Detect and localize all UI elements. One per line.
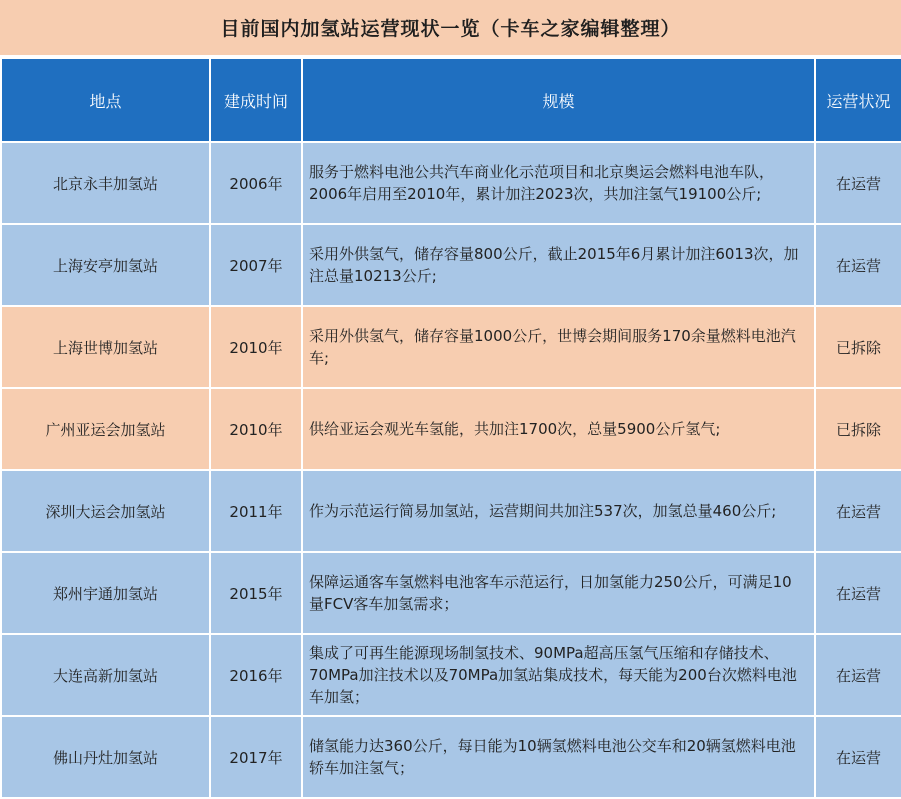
cell-year: 2010年: [210, 306, 302, 388]
cell-place: 大连高新加氢站: [1, 634, 210, 716]
cell-status: 已拆除: [815, 306, 901, 388]
cell-status: 在运营: [815, 142, 901, 224]
table-row: [1, 552, 901, 634]
cell-scale: 服务于燃料电池公共汽车商业化示范项目和北京奥运会燃料电池车队，2006年启用至2010年，累计加注2023次，共加注氢气19100公斤;: [302, 142, 815, 224]
table-row: [1, 388, 901, 470]
cell-status: 在运营: [815, 634, 901, 716]
table-row: [1, 634, 901, 716]
header-year: 建成时间: [210, 58, 302, 142]
cell-place: 上海世博加氢站: [1, 306, 210, 388]
cell-year: 2015年: [210, 552, 302, 634]
cell-year: 2006年: [210, 142, 302, 224]
cell-status: 在运营: [815, 470, 901, 552]
cell-scale: 作为示范运行简易加氢站，运营期间共加注537次，加氢总量460公斤;: [302, 470, 815, 552]
table-row: [1, 306, 901, 388]
cell-year: 2011年: [210, 470, 302, 552]
cell-scale: 采用外供氢气，储存容量800公斤，截止2015年6月累计加注6013次，加注总量10213公斤;: [302, 224, 815, 306]
cell-place: 佛山丹灶加氢站: [1, 716, 210, 798]
cell-status: 在运营: [815, 224, 901, 306]
table-title: 目前国内加氢站运营现状一览（卡车之家编辑整理）: [0, 0, 901, 55]
table-row: [1, 716, 901, 798]
header-status: 运营状况: [815, 58, 901, 142]
header-row: [1, 58, 901, 142]
cell-status: 在运营: [815, 716, 901, 798]
cell-place: 郑州宇通加氢站: [1, 552, 210, 634]
cell-year: 2007年: [210, 224, 302, 306]
header-scale: 规模: [302, 58, 815, 142]
table-row: [1, 224, 901, 306]
cell-status: 在运营: [815, 552, 901, 634]
cell-year: 2016年: [210, 634, 302, 716]
cell-scale: 采用外供氢气，储存容量1000公斤，世博会期间服务170余量燃料电池汽车;: [302, 306, 815, 388]
header-place: 地点: [1, 58, 210, 142]
cell-scale: 保障运通客车氢燃料电池客车示范运行，日加氢能力250公斤，可满足10量FCV客车加氢需求；: [302, 552, 815, 634]
cell-status: 已拆除: [815, 388, 901, 470]
table-row: [1, 142, 901, 224]
cell-scale: 储氢能力达360公斤，每日能为10辆氢燃料电池公交车和20辆氢燃料电池轿车加注氢气；: [302, 716, 815, 798]
cell-place: 深圳大运会加氢站: [1, 470, 210, 552]
cell-year: 2010年: [210, 388, 302, 470]
cell-scale: 集成了可再生能源现场制氢技术、90MPa超高压氢气压缩和存储技术、70MPa加注技术以及70MPa加氢站集成技术，每天能为200台次燃料电池车加氢；: [302, 634, 815, 716]
cell-scale: 供给亚运会观光车氢能，共加注1700次，总量5900公斤氢气;: [302, 388, 815, 470]
table-row: [1, 470, 901, 552]
cell-place: 北京永丰加氢站: [1, 142, 210, 224]
station-table: [0, 57, 901, 799]
cell-place: 上海安亭加氢站: [1, 224, 210, 306]
cell-place: 广州亚运会加氢站: [1, 388, 210, 470]
cell-year: 2017年: [210, 716, 302, 798]
